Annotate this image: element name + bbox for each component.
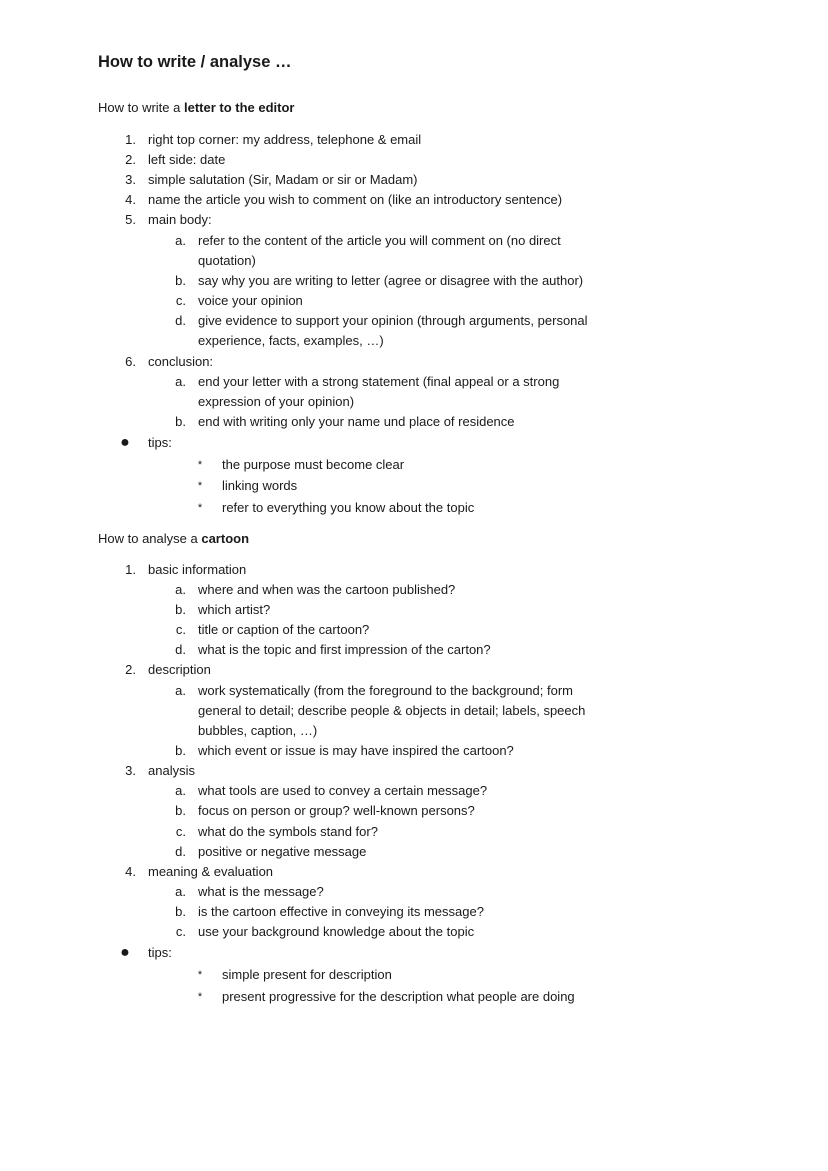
asterisk-icon: * (197, 991, 203, 1003)
bullet-icon: ● (120, 944, 130, 961)
asterisk-icon: * (197, 480, 203, 492)
asterisk-icon: * (197, 502, 203, 514)
bullet-icon: ● (120, 434, 130, 451)
document-page: How to write / analyse … How to write a letter to the editor 1. right top corner: my address, telephone & email 2. left side: date 3. simple salutation (Sir, Madam or sir or Madam) 4. name the article you wish to comment on (like an introductory sentence) 5. main body: a. refer to the content of the article you will comment on (no direct quotation) b. say why you are writing to letter (agree or disagree with the author) c. voice your opinion d. give evidence to support your opinion (through arguments, personal experience, facts, examples, …) 6. conclusion: a. end your letter with a strong statement (final appeal or a strong expression of your opinion) b. end with writing only your name und place of residence ● tips: * the purpose must become clear * linking words * refer to everything you know about the topic How to analyse a cartoon 1. basic information a. where and when was the cartoon published? b. which artist? c. title or caption of the cartoon? d. what is the topic and first impression of the carton? 2. description a. work systematically (from the foreground to the background; form general to detail; describe people & objects in detail; labels, speech bubbles, caption, …) b. which event or issue is may have inspired the cartoon? 3. analysis a. what tools are used to convey a certain message? b. focus on person or group? well-known persons? c. what do the symbols stand for? d. positive or negative message 4. meaning & evaluation a. what is the message? b. is the cartoon effective in conveying its message? c. use your background knowledge about the topic ● tips: * simple present for description * present progressive for the description what people are doing (0, 0, 828, 1171)
asterisk-icon: * (197, 459, 203, 471)
letter-heading: How to write a letter to the editor (98, 100, 295, 115)
page-title: How to write / analyse … (98, 53, 292, 71)
asterisk-icon: * (197, 969, 203, 981)
cartoon-heading: How to analyse a cartoon (98, 531, 250, 546)
